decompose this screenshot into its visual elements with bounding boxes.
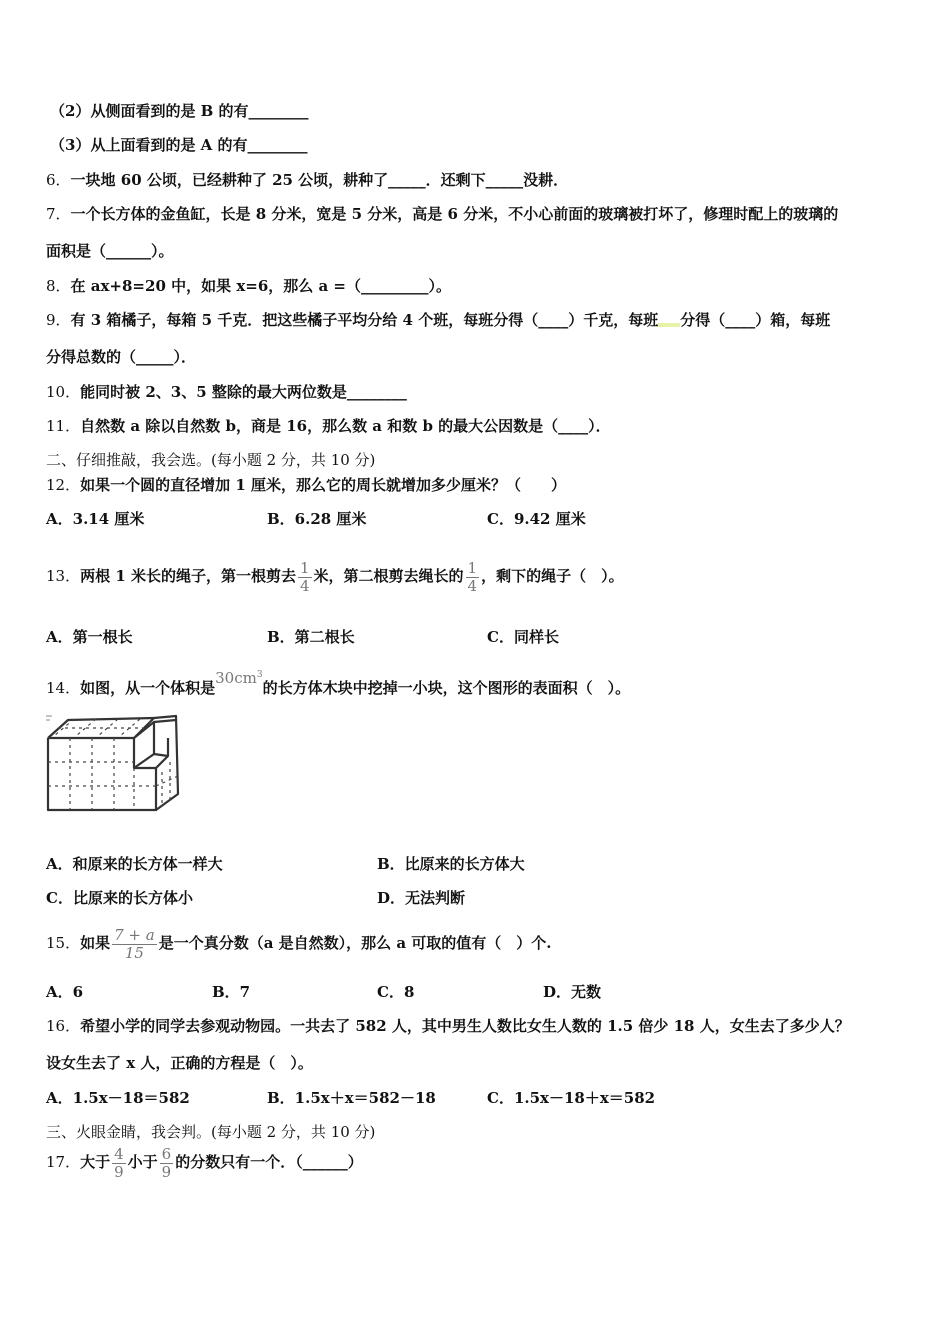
question-number: 17． — [46, 1153, 81, 1171]
q16-option-c[interactable]: C．1.5x－18＋x＝582 — [487, 1089, 656, 1107]
q14-option-c[interactable]: C．比原来的长方体小 — [46, 889, 193, 907]
question-number: 11． — [46, 417, 81, 435]
highlight-mark — [658, 323, 680, 327]
question-number: 16． — [46, 1017, 81, 1035]
fraction-four-ninths: $\frac{4}{9}$ — [114, 1144, 124, 1181]
question-number: 12． — [46, 476, 81, 494]
q16-option-a[interactable]: A．1.5x－18＝582 — [46, 1089, 190, 1107]
q14-option-d[interactable]: D．无法判断 — [377, 889, 466, 907]
question-6: 6．一块地 60 公顷，已经耕种了 25 公顷，耕种了_____．还剩下_____没耕． — [46, 171, 569, 189]
question-15: 15．如果 $\frac{7 + a}{15}$ 是一个真分数（a 是自然数），那么 a 可取的值有（ ）个. — [46, 925, 552, 962]
fraction-one-quarter: $\frac{1}{4}$ — [299, 558, 310, 595]
question-7: 7．一个长方体的金鱼缸，长是 8 分米，宽是 5 分米，高是 6 分米，不小心前面的玻璃被打坏了，修理时配上的玻璃的 — [46, 205, 839, 223]
question-number: 10． — [46, 383, 81, 401]
q13-option-b[interactable]: B．第二根长 — [267, 628, 355, 646]
question-number: 15． — [46, 934, 81, 952]
q14-option-b[interactable]: B．比原来的长方体大 — [377, 855, 525, 873]
fraction-one-quarter: $\frac{1}{4}$ — [467, 558, 478, 595]
question-8: 8．在 ax+8=20 中，如果 x=6，那么 a =（_________）。 — [46, 277, 452, 295]
q15-option-c[interactable]: C．8 — [377, 983, 415, 1001]
question-number: 7． — [46, 205, 71, 223]
question-16-line2: 设女生去了 x 人，正确的方程是（ ）。 — [46, 1054, 313, 1072]
volume-value: $30cm^3$ — [215, 669, 263, 687]
question-9: 9．有 3 箱橘子，每箱 5 千克．把这些橘子平均分给 4 个班，每班分得（____）千克，每班 分得（____）箱，每班 — [46, 311, 831, 329]
question-number: 9． — [46, 311, 71, 329]
question-16: 16．希望小学的同学去参观动物园。一共去了 582 人，其中男生人数比女生人数的 1.5 倍少 18 人，女生去了多少人？ — [46, 1017, 850, 1035]
fraction-six-ninths: $\frac{6}{9}$ — [161, 1144, 172, 1181]
q13-option-a[interactable]: A．第一根长 — [46, 628, 133, 646]
q12-option-c[interactable]: C．9.42 厘米 — [487, 510, 586, 528]
q15-option-d[interactable]: D．无数 — [543, 983, 602, 1001]
question-number: 14． — [46, 679, 81, 697]
question-number: 13． — [46, 567, 81, 585]
q5-part3: （3）从上面看到的是 A 的有________ — [50, 136, 308, 154]
question-13: 13．两根 1 米长的绳子，第一根剪去 $\frac{1}{4}$ 米，第二根剪去绳长的 $\frac{1}{4}$ ，剩下的绳子（ ）。 — [46, 558, 624, 595]
section-2-title: 二、仔细推敲，我会选。(每小题 2 分，共 10 分) — [46, 451, 376, 469]
question-17: 17．大于 $\frac{4}{9}$ 小于 $\frac{6}{9}$ 的分数只有一个．（______） — [46, 1144, 363, 1181]
q15-option-a[interactable]: A．6 — [46, 983, 84, 1001]
q13-option-c[interactable]: C．同样长 — [487, 628, 559, 646]
q14-option-a[interactable]: A．和原来的长方体一样大 — [46, 855, 223, 873]
section-3-title: 三、火眼金睛，我会判。(每小题 2 分，共 10 分) — [46, 1123, 376, 1141]
q16-option-b[interactable]: B．1.5x＋x＝582－18 — [267, 1089, 436, 1107]
q12-option-a[interactable]: A．3.14 厘米 — [46, 510, 145, 528]
question-number: 6． — [46, 171, 71, 189]
q12-option-b[interactable]: B．6.28 厘米 — [267, 510, 367, 528]
question-7-line2: 面积是（______）。 — [46, 242, 174, 260]
question-10: 10．能同时被 2、3、5 整除的最大两位数是________ — [46, 383, 407, 401]
question-11: 11．自然数 a 除以自然数 b，商是 16，那么数 a 和数 b 的最大公因数是（____）． — [46, 417, 611, 435]
question-number: 8． — [46, 277, 71, 295]
q15-option-b[interactable]: B．7 — [212, 983, 251, 1001]
q5-part2: （2）从侧面看到的是 B 的有________ — [50, 102, 309, 120]
question-12: 12．如果一个圆的直径增加 1 厘米，那么它的周长就增加多少厘米？（ ） — [46, 476, 566, 494]
cuboid-figure — [44, 714, 184, 816]
question-14: 14．如图，从一个体积是$30cm^3$的长方体木块中挖掉一小块，这个图形的表面积（ ）。 — [46, 669, 631, 697]
fraction-7-plus-a-over-15: $\frac{7 + a}{15}$ — [114, 925, 155, 962]
question-9-line2: 分得总数的（_____）． — [46, 348, 197, 366]
